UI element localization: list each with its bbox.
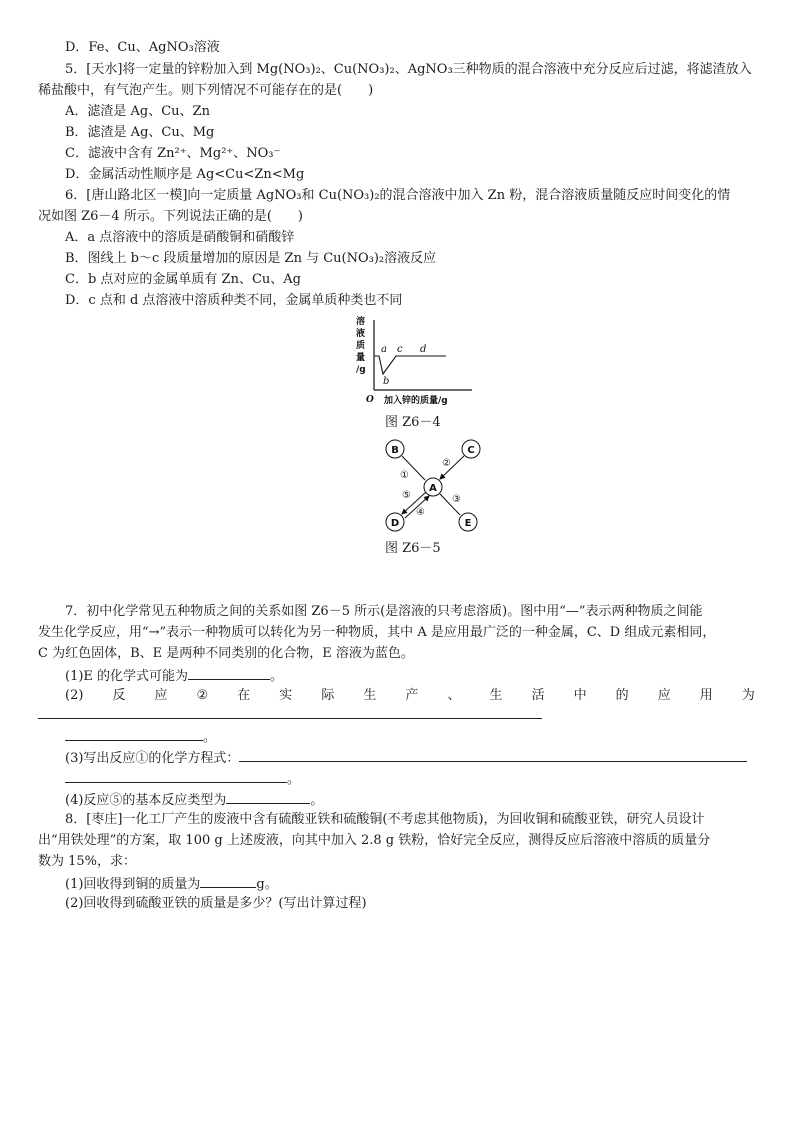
- q5-stem-line2: 稀盐酸中，有气泡产生。则下列情况不可能存在的是( ): [38, 83, 374, 98]
- fig4-point-d: d: [420, 344, 427, 355]
- q7-sub4: [65, 789, 323, 811]
- q6-option-b: B．图线上 b～c 段质量增加的原因是 Zn 与 Cu(NO₃)₂溶液反应: [65, 251, 437, 266]
- q7-sub4-end: 。: [310, 793, 324, 808]
- q7-sub4-answer-blank[interactable]: [226, 789, 310, 804]
- q7-sub2-word: 活: [531, 688, 545, 703]
- q7-sub2-word: 的: [615, 688, 629, 703]
- q8-sub2: (2)回收得到硫酸亚铁的质量是多少？(写出计算过程): [65, 896, 367, 911]
- fig5-node-c: C: [467, 445, 475, 456]
- fig5-node-e: E: [464, 518, 472, 529]
- fig4-point-c: c: [397, 344, 403, 355]
- q8-sub1-answer-blank[interactable]: [200, 873, 256, 888]
- fig5-caption: 图 Z6－5: [385, 541, 441, 556]
- q7-sub2: [65, 686, 755, 706]
- fig5-edge-label-2: ②: [442, 458, 451, 469]
- q5-option-a: A．滤渣是 Ag、Cu、Zn: [65, 104, 210, 119]
- q7-sub2-line2: [65, 726, 216, 748]
- fig4-ylabel-char: 溶: [356, 317, 366, 327]
- q7-sub3-text: (3)写出反应①的化学方程式：: [65, 751, 240, 766]
- fig5-node-d: D: [390, 518, 400, 529]
- q5-option-c: C．滤液中含有 Zn²⁺、Mg²⁺、NO₃⁻: [65, 146, 281, 161]
- q7-sub1-end: 。: [270, 669, 284, 684]
- q7-sub1-answer-blank[interactable]: [188, 665, 270, 680]
- q7-sub2-word: 实: [279, 688, 293, 703]
- q7-sub1-text: (1)E 的化学式可能为: [65, 669, 189, 684]
- fig4-point-b: b: [383, 376, 390, 387]
- q7-sub2-word: 为: [741, 688, 755, 703]
- q5-option-b: B．滤渣是 Ag、Cu、Mg: [65, 125, 215, 140]
- q7-sub2-word: 反: [112, 688, 126, 703]
- q6-stem-line1: 6．[唐山路北区一模]向一定质量 AgNO₃和 Cu(NO₃)₂的混合溶液中加入 Zn 粉，混合溶液质量随反应时间变化的情: [65, 188, 731, 203]
- q8-sub1: [65, 873, 278, 895]
- q7-stem-line1: 7．初中化学常见五种物质之间的关系如图 Z6－5 所示(是溶液的只考虑溶质)。图中用“—”表示两种物质之间能: [65, 604, 703, 619]
- q6-option-c: C．b 点对应的金属单质有 Zn、Cu、Ag: [65, 272, 301, 287]
- fig4-ylabel-char: 液: [356, 329, 366, 339]
- q5-option-d: D．金属活动性顺序是 Ag<Cu<Zn<Mg: [65, 167, 305, 182]
- fig4-ylabel-char: 量: [356, 353, 366, 363]
- fig4-origin: O: [366, 395, 374, 405]
- q8-stem-line2: 出“用铁处理”的方案，取 100 g 上述废液，向其中加入 2.8 g 铁粉，恰好完全反应，测得反应后溶液中溶质的质量分: [38, 833, 711, 848]
- fig4-ylabel-char: 质: [356, 341, 366, 351]
- q7-sub2-word: 产: [405, 688, 419, 703]
- q7-sub2-answer-line1[interactable]: [38, 718, 542, 719]
- fig5-edge-label-5: ⑤: [402, 490, 411, 501]
- fig4-xlabel: 加入锌的质量/g: [384, 396, 448, 406]
- q7-sub2-word: 应: [657, 688, 671, 703]
- q7-sub2-end: 。: [203, 730, 217, 745]
- q6-option-d: D．c 点和 d 点溶液中溶质种类不同，金属单质种类也不同: [65, 293, 403, 308]
- q7-sub2-word: 生: [363, 688, 377, 703]
- q7-sub3-line2: [65, 768, 300, 790]
- q8-sub1-end: g。: [256, 877, 278, 892]
- fig5-edge-label-4: ④: [416, 507, 425, 518]
- q7-sub2-word: ②: [196, 688, 209, 703]
- fig5-node-a: A: [429, 483, 437, 494]
- q6-stem-line2: 况如图 Z6－4 所示。下列说法正确的是( ): [38, 209, 303, 224]
- fig5-edge-label-3: ③: [452, 494, 461, 505]
- q7-sub2-word: 、: [447, 688, 461, 703]
- q7-sub3-end: 。: [287, 772, 301, 787]
- fig5-node-b: B: [391, 445, 399, 456]
- q7-stem-line2: 发生化学反应，用“→”表示一种物质可以转化为另一种物质，其中 A 是应用最广泛的一种金属，C、D 组成元素相同，: [38, 625, 716, 640]
- q7-sub2-word: 在: [237, 688, 251, 703]
- q6-option-a: A．a 点溶液中的溶质是硝酸铜和硝酸锌: [65, 230, 295, 245]
- q7-sub4-text: (4)反应⑤的基本反应类型为: [65, 793, 227, 808]
- figure-z6-5: [378, 436, 488, 536]
- q4-option-d: D．Fe、Cu、AgNO₃溶液: [65, 40, 220, 55]
- q7-sub2-word: 应: [154, 688, 168, 703]
- fig4-caption: 图 Z6－4: [385, 415, 441, 430]
- q7-sub3-answer-blank2[interactable]: [65, 768, 287, 783]
- q7-sub2-word: 生: [489, 688, 503, 703]
- q7-sub3: [65, 747, 747, 769]
- q7-stem-line3: C 为红色固体，B、E 是两种不同类别的化合物，E 溶液为蓝色。: [38, 646, 414, 661]
- q7-sub2-answer-blank[interactable]: [65, 726, 203, 741]
- q7-sub2-word: (2): [65, 688, 84, 703]
- fig4-point-a: a: [381, 344, 387, 355]
- q7-sub2-word: 中: [573, 688, 587, 703]
- q8-stem-line3: 数为 15%，求：: [38, 854, 137, 869]
- q7-sub2-word: 用: [699, 688, 713, 703]
- q7-sub2-word: 际: [321, 688, 335, 703]
- q7-sub1: [65, 665, 283, 687]
- fig4-curve: [374, 356, 446, 374]
- q8-stem-line1: 8．[枣庄]一化工厂产生的废液中含有硫酸亚铁和硫酸铜(不考虑其他物质)，为回收铜和硫酸亚铁，研究人员设计: [65, 812, 705, 827]
- figure-z6-4: [350, 312, 480, 412]
- q8-sub1-text: (1)回收得到铜的质量为: [65, 877, 201, 892]
- q7-sub3-answer-blank[interactable]: [239, 747, 747, 762]
- q5-stem-line1: 5．[天水]将一定量的锌粉加入到 Mg(NO₃)₂、Cu(NO₃)₂、AgNO₃三种物质的混合溶液中充分反应后过滤，将滤渣放入: [65, 62, 752, 77]
- fig4-ylabel-char: /g: [356, 365, 366, 375]
- fig5-edge-label-1: ①: [400, 470, 409, 481]
